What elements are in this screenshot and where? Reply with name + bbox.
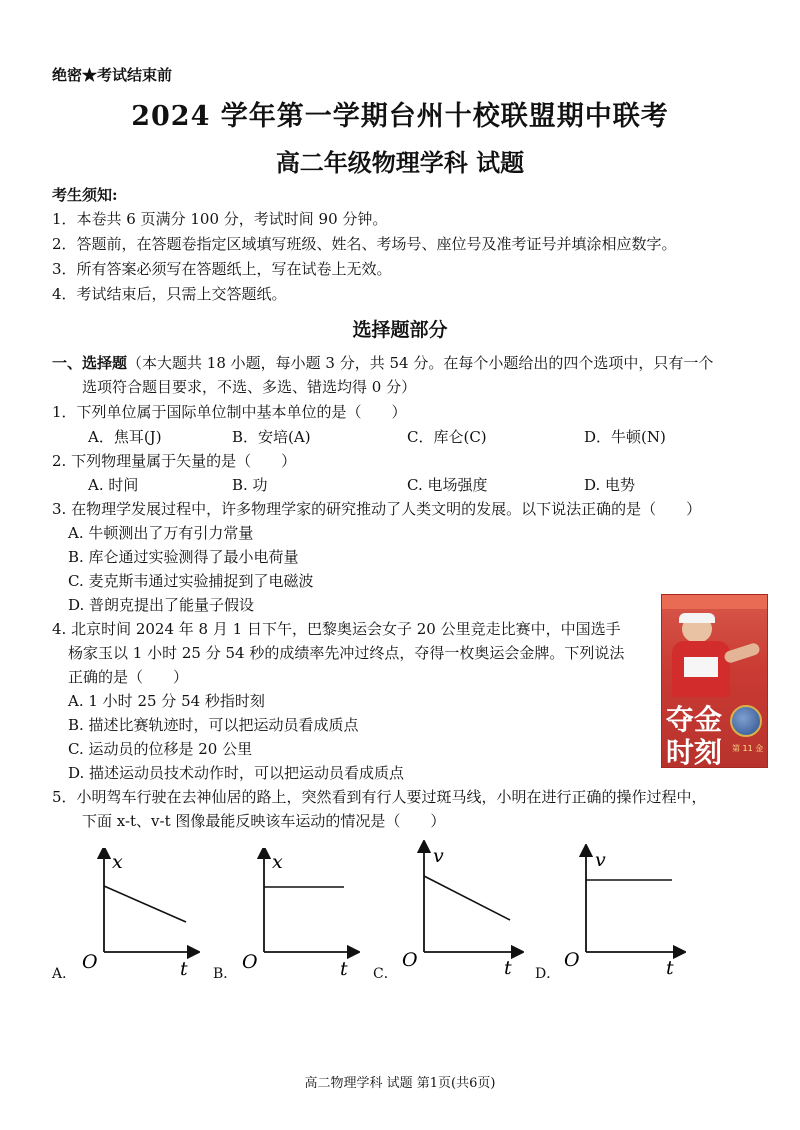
origin-label: O (402, 949, 418, 971)
q5-graph-d (562, 844, 686, 978)
part-heading (52, 352, 713, 373)
photo-topbar (662, 595, 767, 609)
photo-headline-1: 夺金 (666, 703, 723, 736)
q4-option-d: D. 描述运动员技术动作时，可以把运动员看成质点 (68, 764, 405, 782)
q5-graph-a (80, 848, 200, 978)
question-1-stem: 1．下列单位属于国际单位制中基本单位的是（ ） (52, 403, 407, 421)
photo-badge: 第 11 金 (732, 744, 764, 753)
q2-option-a: A. 时间 (88, 476, 139, 494)
y-axis-label: x (272, 851, 283, 873)
q3-option-c: C. 麦克斯韦通过实验捕捉到了电磁波 (68, 572, 314, 590)
notice-item: 2．答题前，在答题卷指定区域填写班级、姓名、考场号、座位号及准考证号并填涂相应数字。 (52, 235, 677, 253)
notice-item: 4．考试结束后，只需上交答题纸。 (52, 285, 287, 303)
q1-option-d: D．牛顿(N) (584, 428, 666, 446)
q5-option-b-label: B． (213, 966, 238, 982)
y-axis-label: x (112, 851, 123, 873)
x-axis-label: t (340, 958, 348, 978)
section-title: 选择题部分 (352, 319, 448, 341)
q1-option-b: B．安培(A) (232, 428, 311, 446)
q4-option-c: C. 运动员的位移是 20 公里 (68, 740, 253, 758)
question-4-stem-line: 杨家玉以 1 小时 25 分 54 秒的成绩率先冲过终点，夺得一枚奥运会金牌。下列说法 (68, 644, 625, 662)
graph-line (104, 886, 186, 922)
q2-option-d: D. 电势 (584, 476, 636, 494)
q5-option-d-label: D． (535, 966, 561, 982)
q3-option-d: D. 普朗克提出了能量子假设 (68, 596, 255, 614)
graph-line (424, 876, 510, 920)
q3-option-a: A. 牛顿测出了万有引力常量 (68, 524, 254, 542)
y-axis-label: v (433, 845, 444, 867)
olympic-champion-photo (661, 594, 768, 768)
q2-option-c: C. 电场强度 (407, 476, 488, 494)
q4-option-b: B. 描述比赛轨迹时，可以把运动员看成质点 (68, 716, 359, 734)
notice-item: 3．所有答案必须写在答题纸上，写在试卷上无效。 (52, 260, 392, 278)
x-axis-label: t (180, 958, 188, 978)
q1-option-a: A．焦耳(J) (88, 428, 162, 446)
origin-label: O (564, 949, 580, 971)
question-5-stem-line: 下面 x-t、v-t 图像最能反映该车运动的情况是（ ） (82, 812, 446, 830)
exam-title: 2024 学年第一学期台州十校联盟期中联考 (131, 101, 669, 132)
confidential-mark: 绝密★考试结束前 (52, 66, 173, 84)
question-5-stem-line: 5．小明驾车行驶在去神仙居的路上，突然看到有行人要过斑马线，小明在进行正确的操作过程中， (52, 788, 707, 806)
part-desc-cont: 选项符合题目要求，不选、多选、错选均得 0 分） (82, 378, 417, 396)
q2-option-b: B. 功 (232, 476, 268, 494)
q5-graph-c (400, 840, 524, 978)
part-label: 一、选择题 (52, 354, 128, 372)
question-4-stem-line: 4. 北京时间 2024 年 8 月 1 日下午，巴黎奥运会女子 20 公里竞走比赛中，中国选手 (52, 620, 621, 638)
question-4-stem-line: 正确的是（ ） (68, 668, 189, 686)
photo-headline-2: 时刻 (666, 736, 723, 768)
q5-option-a-label: A． (52, 966, 77, 982)
question-2-stem: 2. 下列物理量属于矢量的是（ ） (52, 452, 297, 470)
athlete-cap (679, 613, 715, 623)
gold-medal-icon (730, 705, 762, 737)
q5-graph-b (240, 848, 360, 978)
athlete-arm (723, 642, 761, 665)
part-desc: （本大题共 18 小题，每小题 3 分，共 54 分。在每个小题给出的四个选项中，只有一个 (127, 354, 714, 372)
notice-item: 1．本卷共 6 页满分 100 分，考试时间 90 分钟。 (52, 210, 388, 228)
q5-option-c-label: C． (373, 966, 398, 982)
origin-label: O (82, 951, 98, 973)
q1-option-c: C．库仑(C) (407, 428, 487, 446)
origin-label: O (242, 951, 258, 973)
q4-option-a: A. 1 小时 25 分 54 秒指时刻 (68, 692, 265, 710)
x-axis-label: t (504, 957, 512, 978)
athlete-bib (684, 657, 718, 677)
q3-option-b: B. 库仑通过实验测得了最小电荷量 (68, 548, 299, 566)
notice-heading: 考生须知: (52, 186, 118, 204)
y-axis-label: v (595, 849, 606, 871)
x-axis-label: t (666, 957, 674, 978)
exam-subtitle: 高二年级物理学科 试题 (275, 148, 525, 177)
question-3-stem: 3. 在物理学发展过程中，许多物理学家的研究推动了人类文明的发展。以下说法正确的是（ ） (52, 500, 702, 518)
page-footer: 高二物理学科 试题 第1页(共6页) (304, 1076, 496, 1091)
